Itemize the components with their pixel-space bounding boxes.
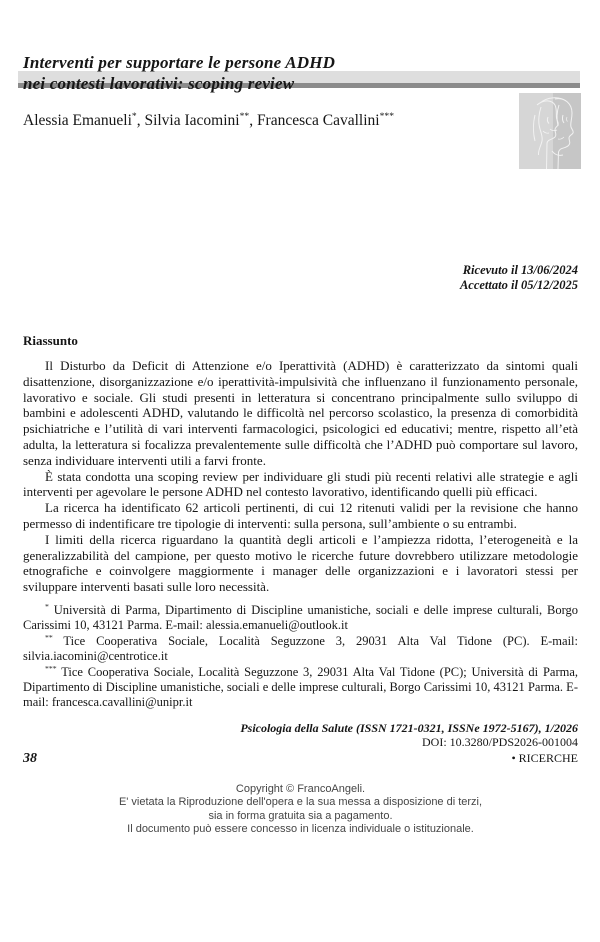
section-label-text: RICERCHE (515, 750, 578, 765)
section-bullet: • (511, 750, 516, 765)
copyright-line: sia in forma gratuita sia a pagamento. (208, 809, 393, 822)
journal-citation-line: Psicologia della Salute (ISSN 1721-0321, ISSNe 1972-5167), 1/2026 (240, 720, 578, 735)
copyright-line: E' vietata la Riproduzione dell'opera e la sua messa a disposizione di terzi, (118, 796, 483, 809)
author-affiliation-marker: ** (239, 110, 250, 122)
page-footer-row (23, 751, 578, 767)
received-date: Ricevuto il 13/06/2024 (462, 263, 578, 277)
author-separator: , (136, 112, 145, 129)
abstract-section (23, 358, 578, 595)
footnote-text: Tice Cooperativa Sociale, Località Seguzzone 3, 29031 Alta Val Tidone (PC); Università di Parma, Dipartimento di Discipline umanistiche, sociali e delle imprese culturali, Borgo Carissimi 10, 43121 Parma. E-mail: francesca.cavallini@unipr.it (23, 664, 578, 710)
footnote (23, 665, 578, 711)
author-name: Francesca Cavallini (256, 112, 380, 129)
submission-dates (23, 263, 578, 293)
article-title (23, 52, 578, 94)
footnote-text: Università di Parma, Dipartimento di Discipline umanistiche, sociali e delle imprese culturali, Borgo Carissimi 10, 43121 Parma. E-mail: alessia.emanueli@outlook.it (23, 602, 578, 633)
copyright-line: Il documento può essere concesso in licenza individuale o istituzionale. (127, 823, 474, 836)
abstract-heading: Riassunto (23, 333, 78, 348)
author-affiliation-marker: *** (379, 110, 394, 122)
copyright-line: Copyright © FrancoAngeli. (235, 782, 366, 795)
abstract-paragraph: È stata condotta una scoping review per individuare gli studi più recenti relativi alle strategie e agli interventi per agevolare le persone ADHD nel contesto lavorativo, identificando quelli più efficaci. (23, 468, 578, 500)
page (0, 52, 600, 942)
article-title-line1: Interventi per supportare le persone ADHD (23, 53, 336, 72)
footnote (23, 603, 578, 634)
page-number: 38 (23, 750, 37, 766)
footnote (23, 634, 578, 665)
section-label (511, 751, 578, 766)
authors-line (23, 111, 578, 131)
footnotes-section (23, 603, 578, 711)
abstract-paragraph: I limiti della ricerca riguardano la quantità degli articoli e l’ampiezza ridotta, l’eterogeneità e la generalizzabilità del campione, per questo motivo le ricerche future dovrebbero utilizzare metodologie etnografiche e coinvolgere maggiormente i manager delle organizzazioni e i lavoratori stessi per sviluppare interventi basati sulle loro necessità. (23, 531, 578, 595)
author-affiliation-marker: * (131, 110, 137, 122)
article-title-line2: nei contesti lavorativi: scoping review (23, 74, 295, 93)
footnote-text: Tice Cooperativa Sociale, Località Seguzzone 3, 29031 Alta Val Tidone (PC). E-mail: silvia.iacomini@centrotice.it (23, 633, 578, 664)
footnote-marker: *** (45, 663, 57, 673)
accepted-date: Accettato il 05/12/2025 (459, 278, 578, 292)
page-content (0, 52, 600, 837)
author-separator: , (249, 112, 257, 129)
footnote-marker: ** (45, 632, 53, 642)
abstract-paragraph: La ricerca ha identificato 62 articoli pertinenti, di cui 12 ritenuti validi per la revisione che hanno permesso di indentificare tre tipologie di interventi: sulla persona, sull’ambiente o su entrambi. (23, 500, 578, 531)
author-name: Alessia Emanueli (23, 112, 132, 129)
copyright-notice (23, 783, 578, 837)
abstract-paragraph: Il Disturbo da Deficit di Attenzione e/o Iperattività (ADHD) è caratterizzato da sintomi quali disattenzione, disorganizzazione e/o iperattività-impulsività che influenzano il funzionamento personale, lavorativo e sociale. Gli studi presenti in letteratura si concentrano principalmente sullo sviluppo di bambini e adolescenti ADHD, valutando le difficoltà nel percorso scolastico, la presenza di comorbidità psichiatriche e l’utilità di vari interventi farmacologici, psicologici ed educativi; mentre, rispetto all’età adulta, la letteratura si focalizza prevalentemente sulle difficoltà che l’ADHD può comportare sul lavoro, senza individuare interventi utili a farvi fronte. (23, 358, 578, 468)
author-name: Silvia Iacomini (144, 112, 240, 129)
doi-line: DOI: 10.3280/PDS2026-001004 (421, 734, 578, 749)
footnote-marker: * (45, 601, 49, 611)
